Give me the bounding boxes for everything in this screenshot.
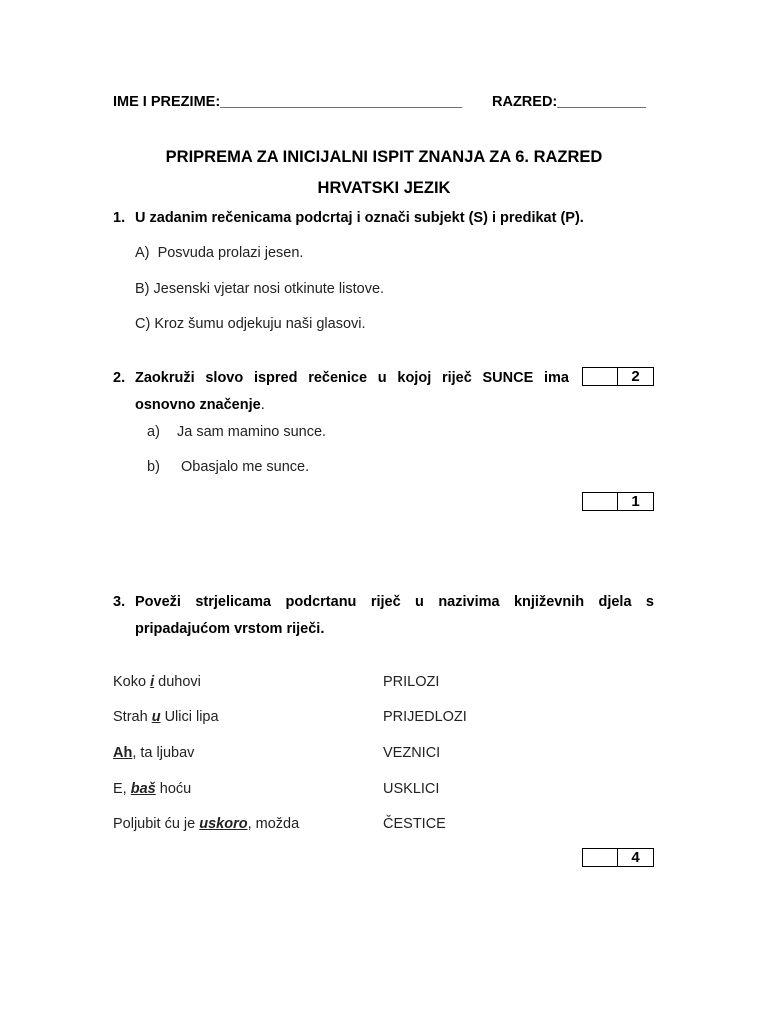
q3-title-5: [113, 816, 299, 832]
q1-option-c-letter: C): [135, 316, 151, 332]
q3-number: 3.: [113, 594, 126, 610]
q2-option-b: [147, 459, 160, 475]
q1-option-b-text: Jesenski vjetar nosi otkinute listove.: [153, 281, 385, 297]
q1-option-a: [135, 245, 303, 261]
q3-title-5-after: , možda: [247, 816, 300, 832]
q3-score-box: [582, 848, 654, 867]
q3-word-type-1: PRILOZI: [383, 674, 440, 690]
q3-points: 4: [631, 849, 640, 866]
q2-points: 1: [631, 493, 640, 510]
q1-option-c: [135, 316, 366, 332]
q1-score-empty-cell[interactable]: [583, 368, 618, 385]
q3-word-type-5: ČESTICE: [383, 816, 446, 832]
q2-option-b-text: Obasjalo me sunce.: [181, 459, 310, 475]
page-subtitle: HRVATSKI JEZIK: [317, 179, 451, 197]
q3-title-1: [113, 674, 201, 690]
q2-text-line1: Zaokruži slovo ispred rečenice u kojoj riječ SUNCE ima: [135, 370, 569, 386]
q3-title-3-word: Ah: [113, 745, 133, 761]
q1-option-a-letter: A): [135, 245, 150, 261]
q3-title-4-before: E,: [113, 781, 131, 797]
q3-title-1-after: duhovi: [154, 674, 201, 690]
q1-option-b-letter: B): [135, 281, 150, 297]
q1-text: U zadanim rečenicama podcrtaj i označi subjekt (S) i predikat (P).: [135, 210, 584, 226]
q2-option-a-letter: a): [147, 424, 160, 440]
q1-number: 1.: [113, 210, 126, 226]
q3-title-3: [113, 745, 194, 761]
q2-text-tail: .: [260, 397, 265, 413]
q2-number: 2.: [113, 370, 126, 386]
q2-score-empty-cell[interactable]: [583, 493, 618, 510]
q1-score-box: [582, 367, 654, 386]
q2-text-line2: [135, 397, 265, 413]
q3-title-1-before: Koko: [113, 674, 151, 690]
q3-title-4-word: baš: [130, 781, 156, 797]
name-field-label: IME I PREZIME:______________________________: [113, 94, 463, 110]
q3-score-empty-cell[interactable]: [583, 849, 618, 866]
q2-option-a: [147, 424, 160, 440]
q2-text-emphasis: osnovno značenje: [135, 397, 261, 413]
q1-option-b: [135, 281, 384, 297]
q1-option-c-text: Kroz šumu odjekuju naši glasovi.: [154, 316, 366, 332]
class-field-label: RAZRED:___________: [492, 94, 646, 110]
q3-word-type-4: USKLICI: [383, 781, 440, 797]
q3-title-5-before: Poljubit ću je: [113, 816, 200, 832]
q1-points: 2: [631, 368, 640, 385]
q2-option-a-text: Ja sam mamino sunce.: [177, 424, 327, 440]
q2-score-box: [582, 492, 654, 511]
q3-title-1-word: i: [150, 674, 155, 690]
q3-title-3-after: , ta ljubav: [132, 745, 195, 761]
q3-title-4-after: hoću: [155, 781, 192, 797]
q2-option-b-letter: b): [147, 459, 160, 475]
q3-title-2-before: Strah: [113, 709, 152, 725]
q3-title-2: [113, 709, 219, 725]
q3-text-line1: Poveži strjelicama podcrtanu riječ u nazivima književnih djela s: [135, 594, 654, 610]
q3-text-line2: pripadajućom vrstom riječi.: [135, 621, 325, 637]
q1-option-a-text: Posvuda prolazi jesen.: [157, 245, 304, 261]
q3-word-type-2: PRIJEDLOZI: [383, 709, 467, 725]
q3-word-type-3: VEZNICI: [383, 745, 441, 761]
q3-title-2-after: Ulici lipa: [160, 709, 219, 725]
q3-title-4: [113, 781, 191, 797]
page-title: PRIPREMA ZA INICIJALNI ISPIT ZNANJA ZA 6. RAZRED: [165, 148, 603, 166]
q3-title-2-word: u: [151, 709, 161, 725]
q3-title-5-word: uskoro: [199, 816, 248, 832]
